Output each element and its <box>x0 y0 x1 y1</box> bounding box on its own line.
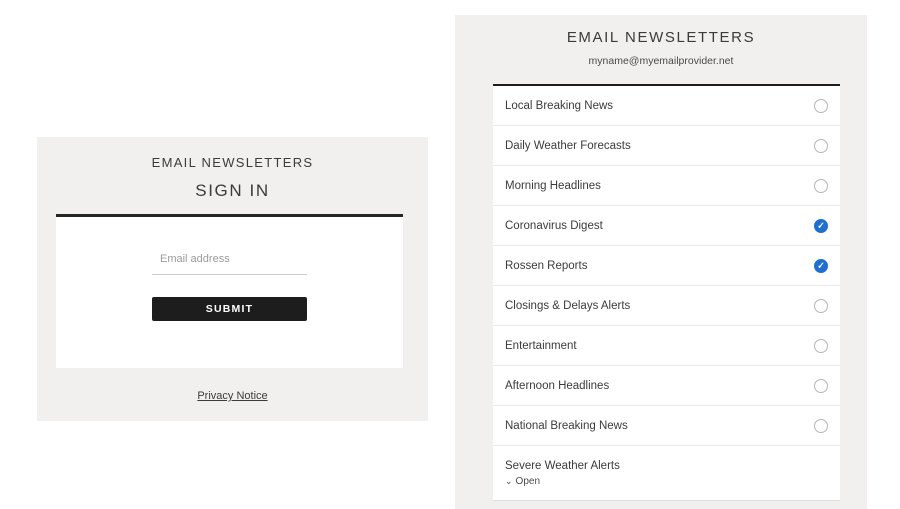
privacy-notice-link[interactable]: Privacy Notice <box>197 390 268 402</box>
newsletter-row-morning-headlines[interactable] <box>493 166 840 206</box>
privacy-link-wrapper <box>37 390 428 402</box>
expander-open-label: Open <box>515 475 541 487</box>
newsletter-row-local-breaking-news[interactable] <box>493 86 840 126</box>
newsletter-label: Afternoon Headlines <box>505 379 610 392</box>
expander-open-toggle[interactable] <box>505 476 540 487</box>
chevron-down-icon: ⌄ <box>505 475 513 486</box>
newsletter-checked-icon[interactable] <box>814 219 828 233</box>
newsletter-row-rossen-reports[interactable] <box>493 246 840 286</box>
email-input[interactable] <box>152 247 307 275</box>
newsletter-label: Entertainment <box>505 339 577 352</box>
signin-subtitle: SIGN IN <box>195 181 270 200</box>
newsletter-row-entertainment[interactable] <box>493 326 840 366</box>
newsletter-label: Closings & Delays Alerts <box>505 299 631 312</box>
newsletter-row-daily-weather-forecasts[interactable] <box>493 126 840 166</box>
newsletters-title: EMAIL NEWSLETTERS <box>566 29 756 46</box>
newsletter-row-closings-delays-alerts[interactable] <box>493 286 840 326</box>
newsletter-toggle-icon[interactable] <box>814 99 828 113</box>
newsletter-checked-icon[interactable] <box>814 259 828 273</box>
newsletter-label: Severe Weather Alerts <box>505 459 620 472</box>
user-email: myname@myemailprovider.net <box>588 55 734 67</box>
newsletter-row-severe-weather-alerts[interactable] <box>493 446 840 501</box>
newsletter-row-afternoon-headlines[interactable] <box>493 366 840 406</box>
newsletter-toggle-icon[interactable] <box>814 299 828 313</box>
signin-card <box>56 214 403 368</box>
newsletter-label: Morning Headlines <box>505 179 601 192</box>
newsletter-toggle-icon[interactable] <box>814 139 828 153</box>
newsletters-list <box>493 84 840 501</box>
newsletter-row-coronavirus-digest[interactable] <box>493 206 840 246</box>
newsletter-label: Rossen Reports <box>505 259 588 272</box>
newsletter-toggle-icon[interactable] <box>814 179 828 193</box>
newsletter-label: Daily Weather Forecasts <box>505 139 631 152</box>
newsletters-panel <box>455 15 867 509</box>
signin-panel <box>37 137 428 421</box>
newsletter-label: Coronavirus Digest <box>505 219 603 232</box>
newsletter-label: National Breaking News <box>505 419 628 432</box>
submit-button[interactable]: SUBMIT <box>152 297 307 321</box>
newsletter-label: Local Breaking News <box>505 99 614 112</box>
newsletter-toggle-icon[interactable] <box>814 379 828 393</box>
newsletter-toggle-icon[interactable] <box>814 419 828 433</box>
newsletter-toggle-icon[interactable] <box>814 339 828 353</box>
email-field-wrapper <box>152 247 307 275</box>
signin-panel-title: EMAIL NEWSLETTERS <box>151 155 314 170</box>
newsletter-row-national-breaking-news[interactable] <box>493 406 840 446</box>
